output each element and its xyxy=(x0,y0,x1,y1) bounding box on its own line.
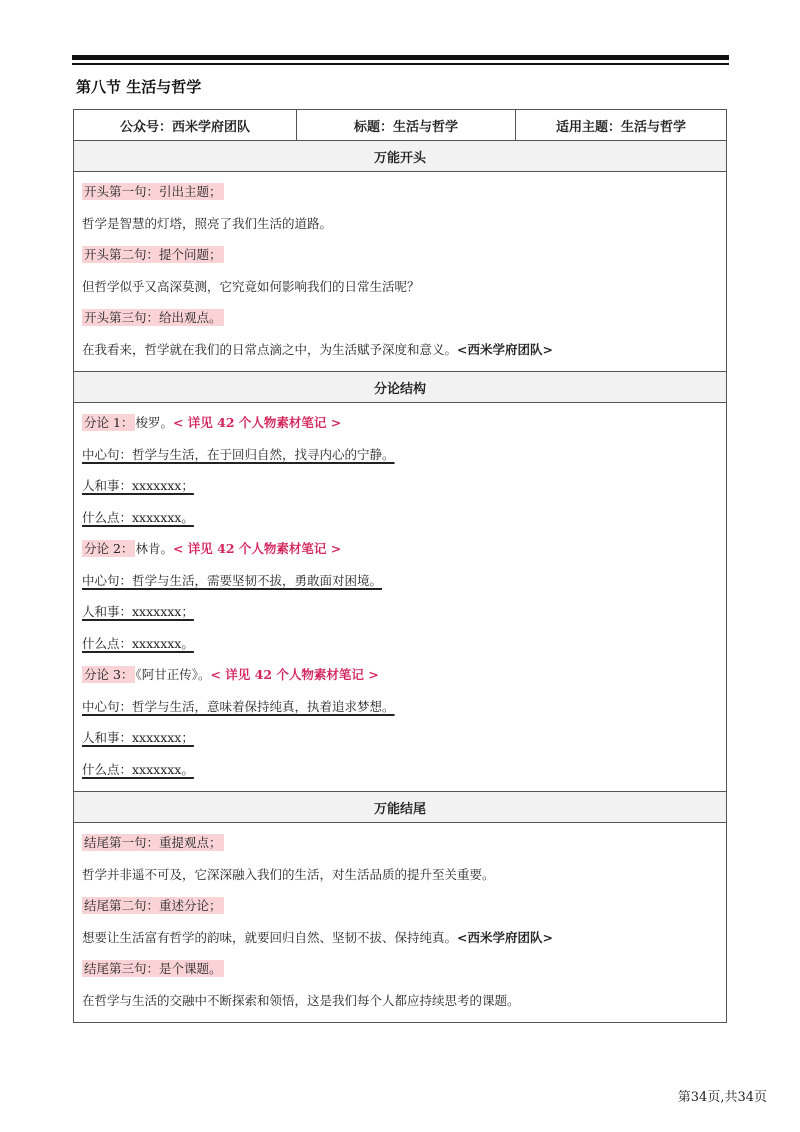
essay-template-table xyxy=(73,109,727,1023)
point-1-reference: < 详见 42 个人物素材笔记 > xyxy=(172,415,342,430)
ending-label-2: 结尾第二句：重述分论； xyxy=(84,898,222,913)
point-2-center: 中心句：哲学与生活，需要坚韧不拔，勇敢面对困境。 xyxy=(82,572,383,588)
point-1-point: 什么点：xxxxxxx。 xyxy=(82,509,194,525)
title-cell: 标题：生活与哲学 xyxy=(297,110,516,141)
ending-label-1: 结尾第一句：重提观点； xyxy=(84,835,222,850)
point-2-name: 林肯。 xyxy=(135,541,173,556)
page-number: 第34页,共34页 xyxy=(677,1090,767,1105)
point-3-people: 人和事：xxxxxxx； xyxy=(82,730,194,745)
ending-source-tag: <西米学府团队> xyxy=(457,929,553,945)
point-3-point: 什么点：xxxxxxx。 xyxy=(82,761,194,777)
point-1-label: 分论 1： xyxy=(84,415,134,430)
opening-text-3: 在我看来，哲学就在我们的日常点滴之中，为生活赋予深度和意义。 xyxy=(82,341,458,357)
body-section xyxy=(74,403,727,792)
point-2-reference: < 详见 42 个人物素材笔记 > xyxy=(172,541,342,556)
opening-text-2: 但哲学似乎又高深莫测，它究竟如何影响我们的日常生活呢？ xyxy=(82,278,420,294)
opening-label-2: 开头第二句：提个问题； xyxy=(84,247,222,262)
opening-section xyxy=(74,172,727,372)
point-2-point: 什么点：xxxxxxx。 xyxy=(82,635,194,651)
opening-label-1: 开头第一句：引出主题； xyxy=(84,184,222,199)
ending-band: 万能结尾 xyxy=(74,792,727,823)
point-1-center: 中心句：哲学与生活，在于回归自然，找寻内心的宁静。 xyxy=(82,446,395,462)
account-cell: 公众号：西米学府团队 xyxy=(74,110,297,141)
ending-label-3: 结尾第三句：是个课题。 xyxy=(84,961,222,976)
point-2-people: 人和事：xxxxxxx； xyxy=(82,604,194,619)
opening-band: 万能开头 xyxy=(74,141,727,172)
ending-text-2: 想要让生活富有哲学的韵味，就要回归自然、坚韧不拔、保持纯真。 xyxy=(82,929,458,945)
point-3-reference: < 详见 42 个人物素材笔记 > xyxy=(210,667,379,682)
body-band: 分论结构 xyxy=(74,372,727,403)
ending-text-1: 哲学并非遥不可及，它深深融入我们的生活，对生活品质的提升至关重要。 xyxy=(82,866,495,882)
top-rule-thin xyxy=(72,63,729,65)
point-3-label: 分论 3： xyxy=(84,667,134,682)
opening-label-3: 开头第三句：给出观点。 xyxy=(84,310,222,325)
top-rule-thick xyxy=(72,55,729,60)
ending-text-3: 在哲学与生活的交融中不断探索和领悟，这是我们每个人都应持续思考的课题。 xyxy=(82,992,520,1008)
point-2-label: 分论 2： xyxy=(84,541,134,556)
opening-source-tag: <西米学府团队> xyxy=(457,341,553,357)
section-title: 第八节 生活与哲学 xyxy=(76,78,202,96)
theme-cell: 适用主题：生活与哲学 xyxy=(516,110,727,141)
point-3-center: 中心句：哲学与生活，意味着保持纯真，执着追求梦想。 xyxy=(82,698,395,714)
point-3-name: 《阿甘正传》。 xyxy=(135,667,211,682)
ending-section xyxy=(74,823,727,1023)
point-1-people: 人和事：xxxxxxx； xyxy=(82,478,194,493)
point-1-name: 梭罗。 xyxy=(135,415,173,430)
opening-text-1: 哲学是智慧的灯塔，照亮了我们生活的道路。 xyxy=(82,215,333,231)
header-row xyxy=(74,110,727,141)
